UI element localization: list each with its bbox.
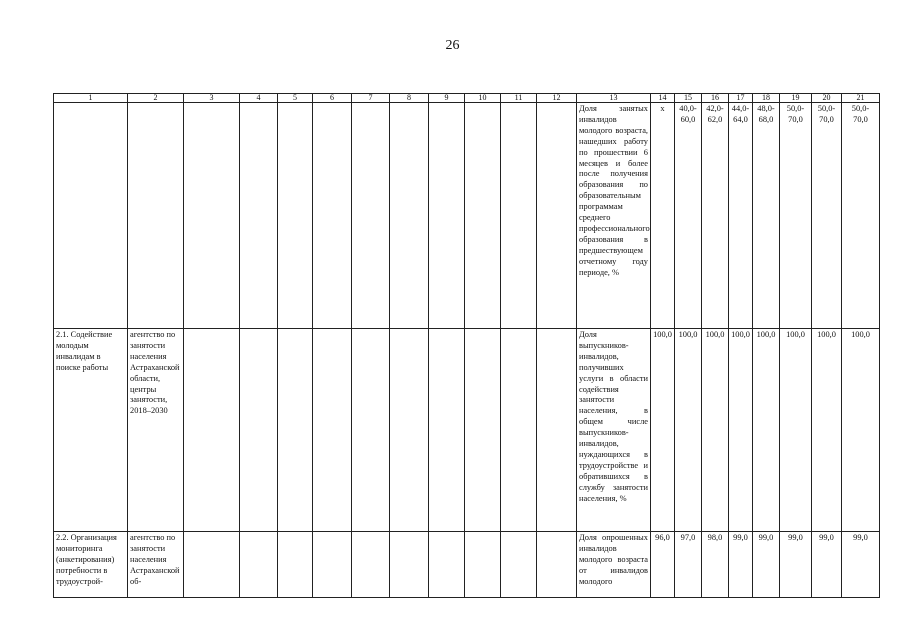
empty-cell <box>465 329 501 532</box>
value-col-19: 100,0 <box>780 329 812 532</box>
empty-cell <box>537 329 577 532</box>
empty-cell <box>501 103 537 329</box>
value-col-15: 100,0 <box>675 329 702 532</box>
empty-cell <box>278 329 313 532</box>
value-col-15: 97,0 <box>675 532 702 598</box>
value-col-21: 50,0- 70,0 <box>842 103 880 329</box>
empty-cell <box>352 532 390 598</box>
value-col-18: 48,0- 68,0 <box>753 103 780 329</box>
value-col-17: 100,0 <box>729 329 753 532</box>
column-header-20: 20 <box>812 94 842 103</box>
column-header-4: 4 <box>240 94 278 103</box>
column-header-14: 14 <box>651 94 675 103</box>
empty-cell <box>352 329 390 532</box>
empty-cell <box>537 532 577 598</box>
empty-cell <box>465 532 501 598</box>
column-header-2: 2 <box>128 94 184 103</box>
column-header-18: 18 <box>753 94 780 103</box>
empty-cell <box>313 532 352 598</box>
executor-cell: агентство по занятости населения Астраханской об- <box>128 532 184 598</box>
executor-cell: агентство по занятости населения Астраханской области, центры занятости, 2018–2030 <box>128 329 184 532</box>
table-row <box>54 532 880 598</box>
empty-cell <box>429 532 465 598</box>
empty-cell <box>313 103 352 329</box>
value-col-21: 100,0 <box>842 329 880 532</box>
column-header-7: 7 <box>352 94 390 103</box>
column-header-10: 10 <box>465 94 501 103</box>
empty-cell <box>240 103 278 329</box>
value-col-14: 96,0 <box>651 532 675 598</box>
table-row <box>54 103 880 329</box>
value-col-20: 100,0 <box>812 329 842 532</box>
empty-cell <box>390 329 429 532</box>
value-col-20: 99,0 <box>812 532 842 598</box>
empty-cell <box>352 103 390 329</box>
column-header-12: 12 <box>537 94 577 103</box>
value-col-15: 40,0- 60,0 <box>675 103 702 329</box>
column-number-row <box>54 94 880 103</box>
empty-cell <box>390 532 429 598</box>
value-col-17: 99,0 <box>729 532 753 598</box>
value-col-21: 99,0 <box>842 532 880 598</box>
value-col-16: 98,0 <box>702 532 729 598</box>
value-col-16: 42,0- 62,0 <box>702 103 729 329</box>
column-header-3: 3 <box>184 94 240 103</box>
column-header-8: 8 <box>390 94 429 103</box>
column-header-6: 6 <box>313 94 352 103</box>
empty-cell <box>240 532 278 598</box>
empty-cell <box>240 329 278 532</box>
measure-cell <box>54 103 128 329</box>
value-col-18: 100,0 <box>753 329 780 532</box>
empty-cell <box>313 329 352 532</box>
column-header-16: 16 <box>702 94 729 103</box>
column-header-5: 5 <box>278 94 313 103</box>
empty-cell <box>184 329 240 532</box>
indicator-description: Доля опрошенных инвалидов молодого возраста от инвалидов молодого <box>577 532 651 598</box>
column-header-9: 9 <box>429 94 465 103</box>
empty-cell <box>429 329 465 532</box>
value-col-17: 44,0- 64,0 <box>729 103 753 329</box>
value-col-19: 99,0 <box>780 532 812 598</box>
column-header-13: 13 <box>577 94 651 103</box>
value-col-18: 99,0 <box>753 532 780 598</box>
indicator-description: Доля выпускников-инвалидов, получивших услуги в области содействия занятости населения, в общем числе выпускников-инвалидов, нуждающихся в трудоустройстве и обратившихся в службу занятости населения, % <box>577 329 651 532</box>
empty-cell <box>184 532 240 598</box>
data-table <box>53 93 880 598</box>
indicator-description: Доля занятых инвалидов молодого возраста, нашедших работу по прошествии 6 месяцев и более после получения образования по образовательным программам среднего профессионального образования в предшествующем отчетному году периоде, % <box>577 103 651 329</box>
empty-cell <box>184 103 240 329</box>
table-row <box>54 329 880 532</box>
empty-cell <box>465 103 501 329</box>
measure-cell: 2.1. Содействие молодым инвалидам в поиске работы <box>54 329 128 532</box>
column-header-17: 17 <box>729 94 753 103</box>
executor-cell <box>128 103 184 329</box>
page-number: 26 <box>445 38 460 53</box>
value-col-19: 50,0- 70,0 <box>780 103 812 329</box>
column-header-19: 19 <box>780 94 812 103</box>
column-header-1: 1 <box>54 94 128 103</box>
empty-cell <box>501 532 537 598</box>
value-col-14: 100,0 <box>651 329 675 532</box>
value-col-20: 50,0- 70,0 <box>812 103 842 329</box>
column-header-11: 11 <box>501 94 537 103</box>
empty-cell <box>429 103 465 329</box>
column-header-15: 15 <box>675 94 702 103</box>
column-header-21: 21 <box>842 94 880 103</box>
empty-cell <box>537 103 577 329</box>
measure-cell: 2.2. Организация мониторинга (анкетирования) потребности в трудоустрой- <box>54 532 128 598</box>
empty-cell <box>278 532 313 598</box>
empty-cell <box>278 103 313 329</box>
value-col-16: 100,0 <box>702 329 729 532</box>
empty-cell <box>390 103 429 329</box>
value-col-14: х <box>651 103 675 329</box>
empty-cell <box>501 329 537 532</box>
